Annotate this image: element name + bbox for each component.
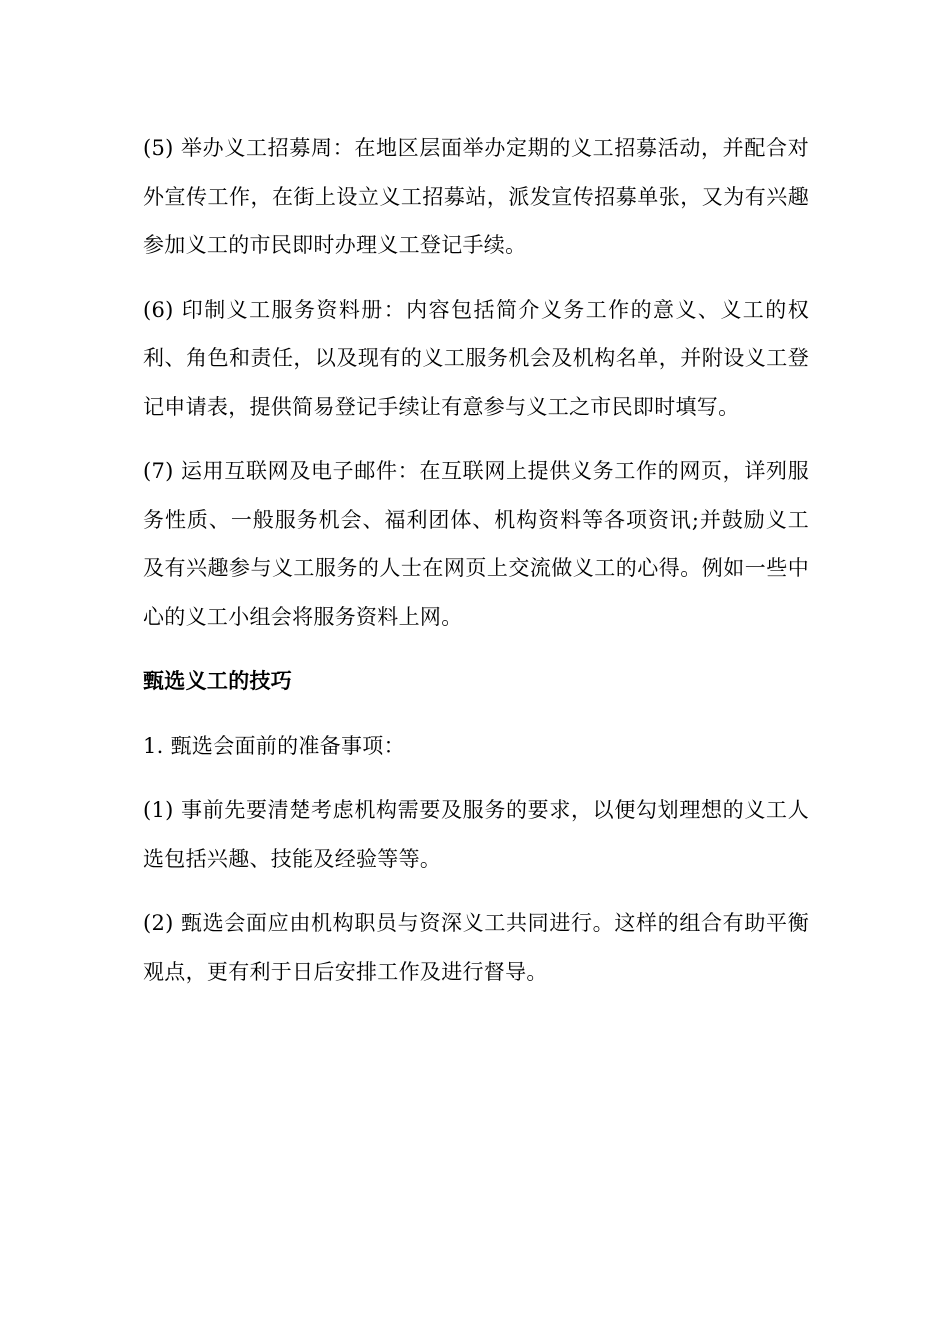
paragraph-gap <box>143 770 809 786</box>
paragraph-internet-email: (7) 运用互联网及电子邮件：在互联网上提供义务工作的网页，详列服务性质、一般服务机会、福利团体、机构资料等各项资讯;并鼓励义工及有兴趣参与义工服务的人士在网页上交流做义工的心得。例如一些中心的义工小组会将服务资料上网。 <box>143 459 809 629</box>
document-page <box>143 124 809 996</box>
section-heading: 甄选义工的技巧 <box>143 669 293 693</box>
paragraph-gap <box>143 641 809 657</box>
paragraph-gap <box>143 431 809 447</box>
item-preparation: (1) 事前先要清楚考虑机构需要及服务的要求，以便勾划理想的义工人选包括兴趣、技能及经验等等。 <box>143 798 809 871</box>
paragraph-gap <box>143 883 809 899</box>
paragraph-gap <box>143 706 809 722</box>
paragraph-gap <box>143 270 809 286</box>
paragraph-recruitment-week: (5) 举办义工招募周：在地区层面举办定期的义工招募活动，并配合对外宣传工作，在街上设立义工招募站，派发宣传招募单张，又为有兴趣参加义工的市民即时办理义工登记手续。 <box>143 136 809 257</box>
paragraph-service-brochure: (6) 印制义工服务资料册：内容包括简介义务工作的意义、义工的权利、角色和责任，以及现有的义工服务机会及机构名单，并附设义工登记申请表，提供简易登记手续让有意参与义工之市民即时填写。 <box>143 297 809 419</box>
item-interview-panel: (2) 甄选会面应由机构职员与资深义工共同进行。这样的组合有助平衡观点，更有利于日后安排工作及进行督导。 <box>143 911 809 984</box>
subsection-title: 1. 甄选会面前的准备事项： <box>143 733 405 758</box>
